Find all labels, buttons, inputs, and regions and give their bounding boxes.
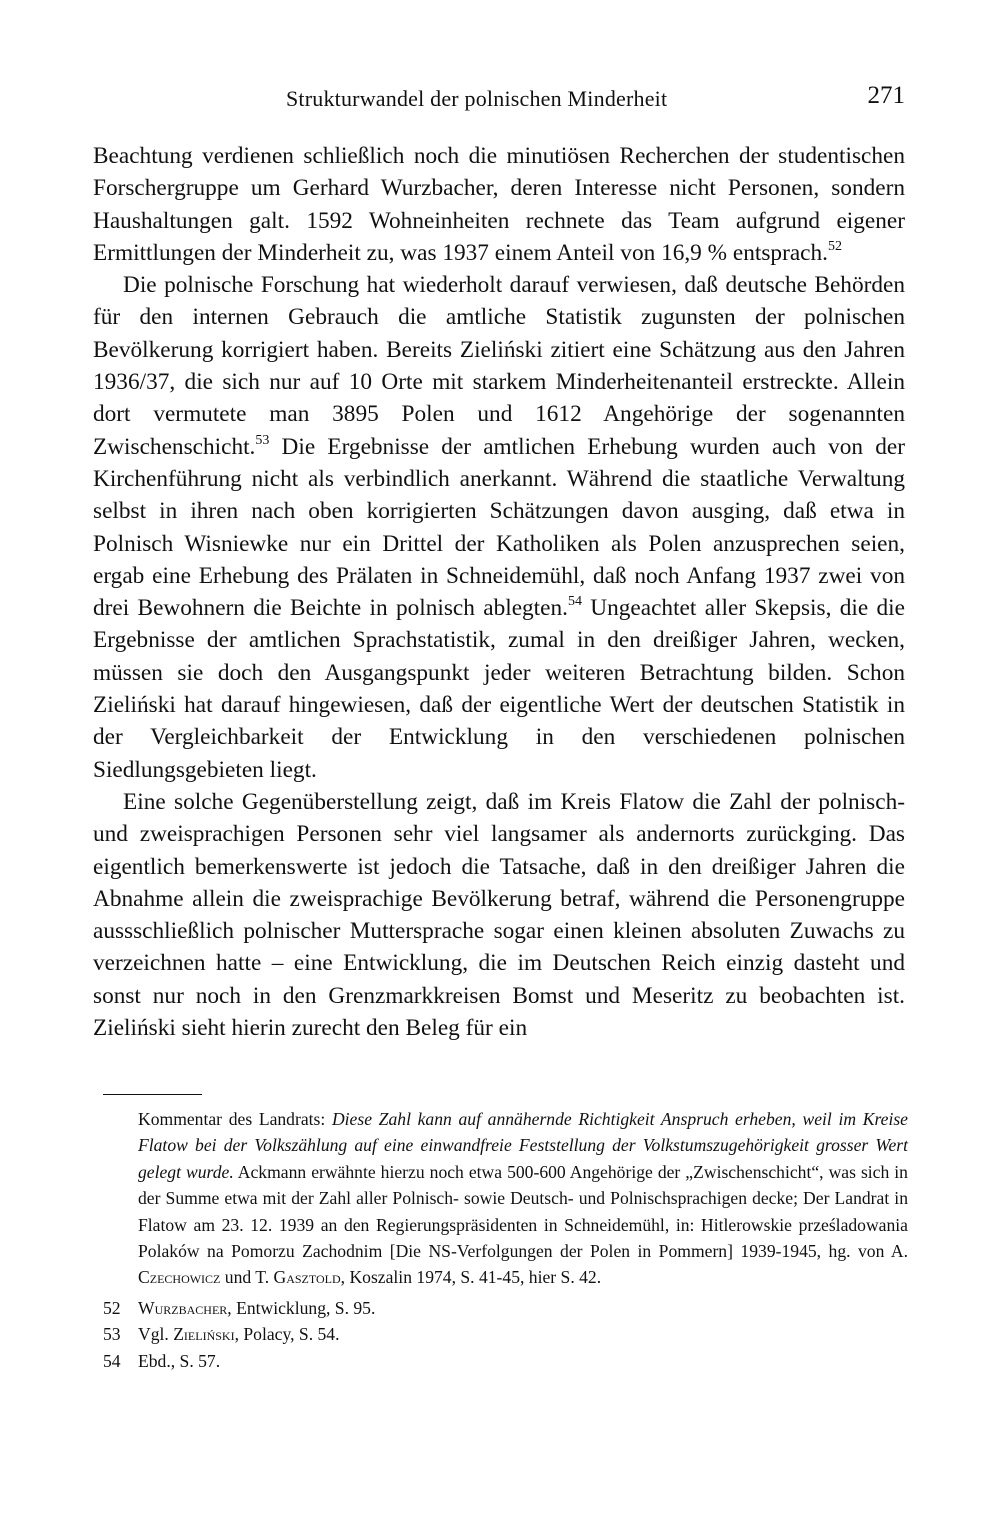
footnote-54: 54 Ebd., S. 57. — [103, 1348, 908, 1374]
paragraph-3: Eine solche Gegenüberstellung zeigt, daß im Kreis Flatow die Zahl der polnisch- und zweisprachigen Personen sehr viel langsamer als andernorts zurückging. Das eigentlich bemerkenswerte ist jedoch die Tatsache, daß in den dreißiger Jahren die Abnahme allein die zweisprachige Bevölkerung betraf, während die Personengruppe aussschließlich polnischer Muttersprache sogar einen kleinen absoluten Zuwachs zu verzeichnen hatte – eine Entwicklung, die im Deutschen Reich einzig dasteht und sonst nur noch in den Grenzmarkkreisen Bomst und Meseritz zu beobachten ist. Zieliński sieht hierin zurecht den Beleg für ein — [93, 788, 905, 1042]
page-number: 271 — [867, 82, 905, 109]
page-header — [93, 82, 905, 118]
footnote-number: 54 — [103, 1350, 121, 1371]
footnote-number: 52 — [103, 1297, 121, 1318]
main-text — [93, 140, 905, 1044]
footnote-separator — [103, 1094, 202, 1095]
footnote-52: 52 Wurzbacher, Entwicklung, S. 95. — [103, 1295, 908, 1321]
footnotes — [103, 1106, 908, 1374]
paragraph-1: Beachtung verdienen schließlich noch die minutiösen Recherchen der studentischen Forschergruppe um Gerhard Wurzbacher, deren Interesse nicht Personen, sondern Haushaltungen galt. 1592 Wohneinheiten rechnete das Team aufgrund eigener Ermittlungen der Minderheit zu, was 1937 einem Anteil von 16,9 % entsprach.$^{52}$ — [93, 143, 905, 266]
footnote-commentary: Kommentar des Landrats: Diese Zahl kann auf annähernde Richtigkeit Anspruch erheben, weil im Kreise Flatow bei der Volkszählung auf eine einwandfreie Feststellung der Volkstumszugehörigkeit grosser Wert gelegt wurde. Ackmann erwähnte hierzu noch etwa 500-600 Angehörige der „Zwischenschicht“, was sich in der Summe etwa mit der Zahl aller Polnisch- sowie Deutsch- und Polnischsprachigen decke; Der Landrat in Flatow am 23. 12. 1939 an den Regierungspräsidenten in Schneidemühl, in: Hitlerowskie prześladowania Polaków na Pomorzu Zachodnim [Die NS-Verfolgungen der Polen in Pommern] 1939-1945, hg. von A. Czechowicz und T. Gasztold, Koszalin 1974, S. 41-45, hier S. 42. — [138, 1109, 908, 1288]
footnote-53: 53 Vgl. Zieliński, Polacy, S. 54. — [103, 1321, 908, 1347]
running-title: Strukturwandel der polnischen Minderheit — [286, 86, 668, 111]
footnote-number: 53 — [103, 1324, 121, 1345]
paragraph-2: Die polnische Forschung hat wiederholt darauf verwiesen, daß deutsche Behörden für den internen Gebrauch die amtliche Statistik zugunsten der polnischen Bevölkerung korrigiert haben. Bereits Zieliński zitiert eine Schätzung aus den Jahren 1936/37, die sich nur auf 10 Orte mit starkem Minderheitenanteil erstreckte. Allein dort vermutete man 3895 Polen und 1612 Angehörige der sogenannten Zwischenschicht.$^{53}$ Die Ergebnisse der amtlichen Erhebung wurden auch von der Kirchenführung nicht als verbindlich anerkannt. Während die staatliche Verwaltung selbst in ihren nach oben korrigierten Schätzungen davon ausging, daß etwa in Polnisch Wisniewke nur ein Drittel der Katholiken als Polen anzusprechen seien, ergab eine Erhebung des Prälaten in Schneidemühl, daß noch Anfang 1937 zwei von drei Bewohnern die Beichte in polnisch ablegten.$^{54}$ Ungeachtet aller Skepsis, die die Ergebnisse der amtlichen Sprachstatistik, zumal in den dreißiger Jahren, wecken, müssen sie doch den Ausgangspunkt jeder weiteren Betrachtung bilden. Schon Zieliński hat darauf hingewiesen, daß der eigentliche Wert der deutschen Statistik in der Vergleichbarkeit der Entwicklung in den verschiedenen polnischen Siedlungsgebieten liegt. — [93, 272, 905, 783]
footnote-ref-54: 54 — [567, 594, 582, 610]
footnote-ref-52: 52 — [827, 239, 842, 255]
footnote-ref-53: 53 — [255, 432, 270, 448]
